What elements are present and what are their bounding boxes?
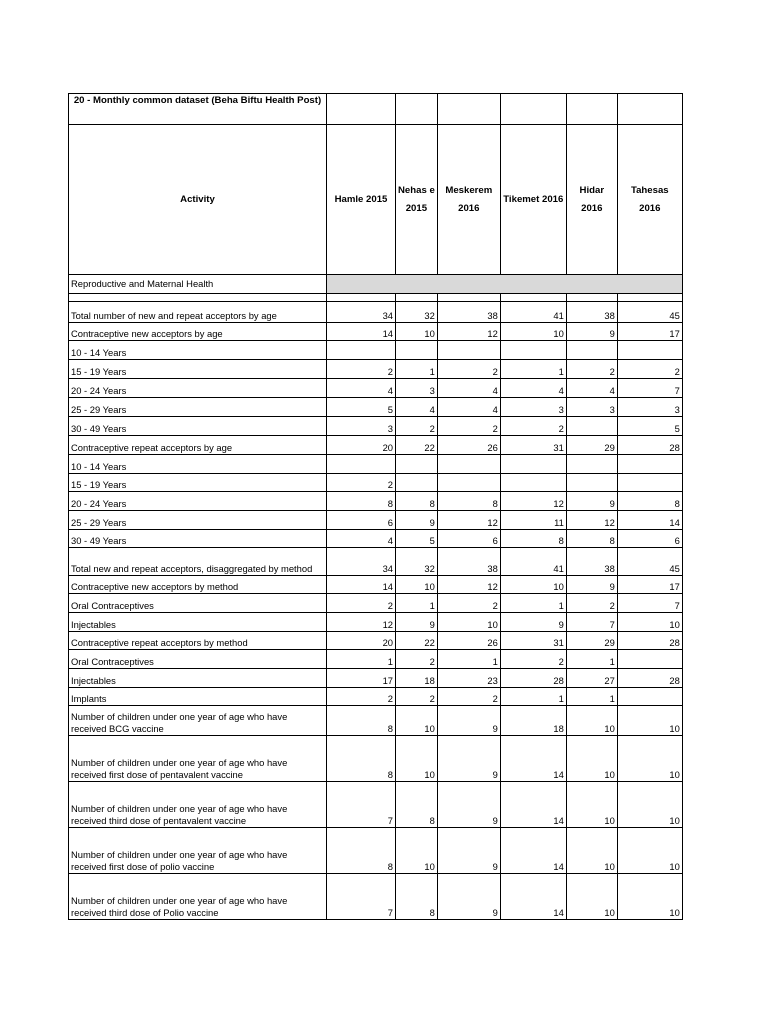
cell-value: 4: [437, 398, 500, 417]
table-row: [69, 360, 683, 379]
row-label: Contraceptive repeat acceptors by age: [69, 436, 327, 455]
cell-value: 14: [500, 782, 566, 828]
row-label: 15 - 19 Years: [69, 360, 327, 379]
cell-value: 6: [617, 530, 682, 548]
cell-value: 3: [566, 398, 617, 417]
cell-value: 6: [437, 530, 500, 548]
cell-value: [617, 650, 682, 669]
cell-value: 9: [437, 828, 500, 874]
cell-value: 38: [437, 302, 500, 323]
table-row: [69, 341, 683, 360]
cell-value: 10: [617, 706, 682, 736]
cell-value: 10: [617, 736, 682, 782]
cell-value: 8: [396, 782, 438, 828]
cell-value: 32: [396, 548, 438, 576]
cell-value: 2: [566, 594, 617, 613]
table-row: [69, 576, 683, 594]
title-row: [69, 94, 683, 125]
cell-value: 4: [566, 379, 617, 398]
section-shading: [327, 275, 683, 294]
cell-value: 10: [396, 576, 438, 594]
row-label: Oral Contraceptives: [69, 594, 327, 613]
cell-value: 10: [396, 706, 438, 736]
row-label: Number of children under one year of age who have received first dose of pentavalent vaccine: [69, 736, 327, 782]
table-row: [69, 302, 683, 323]
cell-value: 32: [396, 302, 438, 323]
cell-value: 17: [617, 576, 682, 594]
cell-value: [396, 455, 438, 474]
cell-value: 12: [437, 576, 500, 594]
cell-value: 14: [327, 576, 396, 594]
cell-value: [566, 474, 617, 492]
cell-value: 2: [327, 594, 396, 613]
cell-value: 20: [327, 436, 396, 455]
cell-value: 8: [396, 492, 438, 511]
cell-value: 10: [500, 323, 566, 341]
table-row: [69, 455, 683, 474]
table-row: [69, 706, 683, 736]
cell-value: 7: [617, 594, 682, 613]
table-title: 20 - Monthly common dataset (Beha Biftu Health Post): [69, 94, 327, 125]
cell-value: 12: [327, 613, 396, 632]
cell-value: 1: [396, 360, 438, 379]
table-row: [69, 828, 683, 874]
column-header: Hamle 2015: [327, 125, 396, 275]
cell-value: 14: [327, 323, 396, 341]
cell-value: 9: [437, 874, 500, 920]
cell-value: 5: [327, 398, 396, 417]
cell-value: 10: [566, 874, 617, 920]
row-label: 15 - 19 Years: [69, 474, 327, 492]
row-label: 10 - 14 Years: [69, 341, 327, 360]
cell-value: 9: [566, 492, 617, 511]
cell-value: 2: [396, 650, 438, 669]
cell-value: 10: [396, 828, 438, 874]
cell-value: 10: [566, 706, 617, 736]
row-label: Contraceptive new acceptors by method: [69, 576, 327, 594]
cell-value: 1: [396, 594, 438, 613]
table-row: [69, 474, 683, 492]
cell-value: 12: [437, 511, 500, 530]
table-row: [69, 323, 683, 341]
cell-value: 7: [327, 874, 396, 920]
cell-value: 2: [396, 688, 438, 706]
cell-value: 1: [327, 650, 396, 669]
cell-value: 10: [500, 576, 566, 594]
column-header: Meskerem 2016: [437, 125, 500, 275]
cell-value: 10: [617, 782, 682, 828]
row-label: Total new and repeat acceptors, disaggregated by method: [69, 548, 327, 576]
cell-value: 38: [566, 548, 617, 576]
cell-value: 28: [500, 669, 566, 688]
cell-value: 8: [437, 492, 500, 511]
cell-value: 9: [500, 613, 566, 632]
cell-value: 9: [566, 576, 617, 594]
cell-value: 28: [617, 436, 682, 455]
cell-value: 41: [500, 548, 566, 576]
cell-value: 2: [500, 650, 566, 669]
cell-value: [566, 455, 617, 474]
cell-value: 14: [500, 736, 566, 782]
section-label: Reproductive and Maternal Health: [69, 275, 327, 294]
cell-value: 8: [327, 736, 396, 782]
cell-value: 8: [566, 530, 617, 548]
row-label: 20 - 24 Years: [69, 492, 327, 511]
cell-value: 34: [327, 302, 396, 323]
cell-value: 2: [437, 417, 500, 436]
cell-value: 3: [396, 379, 438, 398]
table-row: [69, 398, 683, 417]
table-row: [69, 379, 683, 398]
cell-value: 4: [327, 530, 396, 548]
table-row: [69, 594, 683, 613]
cell-value: [327, 455, 396, 474]
cell-value: 1: [566, 688, 617, 706]
cell-value: 10: [396, 323, 438, 341]
cell-value: 2: [327, 688, 396, 706]
cell-value: [437, 474, 500, 492]
cell-value: 34: [327, 548, 396, 576]
cell-value: 14: [500, 828, 566, 874]
cell-value: 9: [437, 736, 500, 782]
column-header: Hidar 2016: [566, 125, 617, 275]
cell-value: 10: [617, 828, 682, 874]
cell-value: 12: [566, 511, 617, 530]
row-label: 25 - 29 Years: [69, 511, 327, 530]
table-row: [69, 436, 683, 455]
cell-value: 11: [500, 511, 566, 530]
cell-value: 10: [566, 782, 617, 828]
row-label: Total number of new and repeat acceptors by age: [69, 302, 327, 323]
cell-value: 2: [437, 688, 500, 706]
cell-value: [566, 417, 617, 436]
cell-value: 4: [396, 398, 438, 417]
cell-value: 3: [617, 398, 682, 417]
row-label: 25 - 29 Years: [69, 398, 327, 417]
row-label: Oral Contraceptives: [69, 650, 327, 669]
activity-header: Activity: [69, 125, 327, 275]
row-label: Contraceptive new acceptors by age: [69, 323, 327, 341]
cell-value: [396, 341, 438, 360]
row-label: Injectables: [69, 613, 327, 632]
cell-value: 29: [566, 632, 617, 650]
table-row: [69, 736, 683, 782]
cell-value: [437, 341, 500, 360]
cell-value: 31: [500, 436, 566, 455]
cell-value: 27: [566, 669, 617, 688]
cell-value: 10: [566, 736, 617, 782]
cell-value: 2: [566, 360, 617, 379]
cell-value: 3: [500, 398, 566, 417]
cell-value: 28: [617, 632, 682, 650]
cell-value: 9: [396, 511, 438, 530]
row-label: 20 - 24 Years: [69, 379, 327, 398]
table-row: [69, 874, 683, 920]
cell-value: 2: [437, 360, 500, 379]
cell-value: 38: [437, 548, 500, 576]
cell-value: 3: [327, 417, 396, 436]
table-row: [69, 782, 683, 828]
table-row: [69, 613, 683, 632]
cell-value: 6: [327, 511, 396, 530]
cell-value: 14: [500, 874, 566, 920]
cell-value: 9: [566, 323, 617, 341]
cell-value: 8: [396, 874, 438, 920]
cell-value: 29: [566, 436, 617, 455]
cell-value: 38: [566, 302, 617, 323]
cell-value: [500, 455, 566, 474]
table-row: [69, 669, 683, 688]
cell-value: 1: [437, 650, 500, 669]
column-header: Tahesas 2016: [617, 125, 682, 275]
cell-value: 10: [437, 613, 500, 632]
cell-value: 2: [396, 417, 438, 436]
cell-value: [617, 455, 682, 474]
cell-value: [500, 474, 566, 492]
cell-value: 45: [617, 548, 682, 576]
cell-value: 7: [327, 782, 396, 828]
cell-value: 5: [396, 530, 438, 548]
row-label: Implants: [69, 688, 327, 706]
cell-value: 18: [500, 706, 566, 736]
table-row: [69, 632, 683, 650]
cell-value: 9: [437, 706, 500, 736]
row-label: Number of children under one year of age who have received first dose of polio vaccine: [69, 828, 327, 874]
cell-value: 4: [327, 379, 396, 398]
cell-value: [566, 341, 617, 360]
cell-value: 9: [396, 613, 438, 632]
cell-value: 8: [327, 828, 396, 874]
cell-value: 10: [566, 828, 617, 874]
dataset-table: [68, 93, 683, 920]
table-row: [69, 530, 683, 548]
cell-value: 20: [327, 632, 396, 650]
cell-value: 12: [437, 323, 500, 341]
cell-value: 2: [437, 594, 500, 613]
row-label: Number of children under one year of age who have received BCG vaccine: [69, 706, 327, 736]
cell-value: [617, 341, 682, 360]
cell-value: 2: [327, 360, 396, 379]
row-label: 30 - 49 Years: [69, 417, 327, 436]
cell-value: 2: [500, 417, 566, 436]
cell-value: 12: [500, 492, 566, 511]
cell-value: 45: [617, 302, 682, 323]
cell-value: 1: [500, 688, 566, 706]
cell-value: 1: [500, 360, 566, 379]
header-row: [69, 125, 683, 275]
table-row: [69, 688, 683, 706]
cell-value: 31: [500, 632, 566, 650]
cell-value: 14: [617, 511, 682, 530]
cell-value: 18: [396, 669, 438, 688]
cell-value: 22: [396, 632, 438, 650]
row-label: Contraceptive repeat acceptors by method: [69, 632, 327, 650]
section-row: [69, 275, 683, 294]
cell-value: 22: [396, 436, 438, 455]
cell-value: 28: [617, 669, 682, 688]
row-label: Injectables: [69, 669, 327, 688]
cell-value: 5: [617, 417, 682, 436]
table-row: [69, 548, 683, 576]
cell-value: [617, 688, 682, 706]
cell-value: 2: [617, 360, 682, 379]
table-row: [69, 511, 683, 530]
cell-value: 7: [617, 379, 682, 398]
cell-value: 23: [437, 669, 500, 688]
cell-value: 41: [500, 302, 566, 323]
cell-value: 10: [617, 613, 682, 632]
cell-value: [327, 341, 396, 360]
cell-value: 8: [500, 530, 566, 548]
cell-value: 8: [617, 492, 682, 511]
cell-value: 10: [396, 736, 438, 782]
cell-value: 4: [437, 379, 500, 398]
cell-value: [396, 474, 438, 492]
cell-value: [437, 455, 500, 474]
row-label: 10 - 14 Years: [69, 455, 327, 474]
cell-value: 26: [437, 632, 500, 650]
cell-value: 8: [327, 706, 396, 736]
row-label: Number of children under one year of age who have received third dose of pentavalent vaccine: [69, 782, 327, 828]
row-label: 30 - 49 Years: [69, 530, 327, 548]
cell-value: 10: [617, 874, 682, 920]
column-header: Tikemet 2016: [500, 125, 566, 275]
column-header: Nehas e 2015: [396, 125, 438, 275]
cell-value: 8: [327, 492, 396, 511]
row-label: Number of children under one year of age who have received third dose of Polio vaccine: [69, 874, 327, 920]
table-row: [69, 417, 683, 436]
cell-value: 4: [500, 379, 566, 398]
table-row: [69, 492, 683, 511]
cell-value: [500, 341, 566, 360]
cell-value: 7: [566, 613, 617, 632]
cell-value: 17: [327, 669, 396, 688]
table-row: [69, 650, 683, 669]
cell-value: 1: [500, 594, 566, 613]
cell-value: 17: [617, 323, 682, 341]
cell-value: [617, 474, 682, 492]
cell-value: 26: [437, 436, 500, 455]
cell-value: 2: [327, 474, 396, 492]
spacer-row: [69, 294, 683, 302]
cell-value: 1: [566, 650, 617, 669]
cell-value: 9: [437, 782, 500, 828]
